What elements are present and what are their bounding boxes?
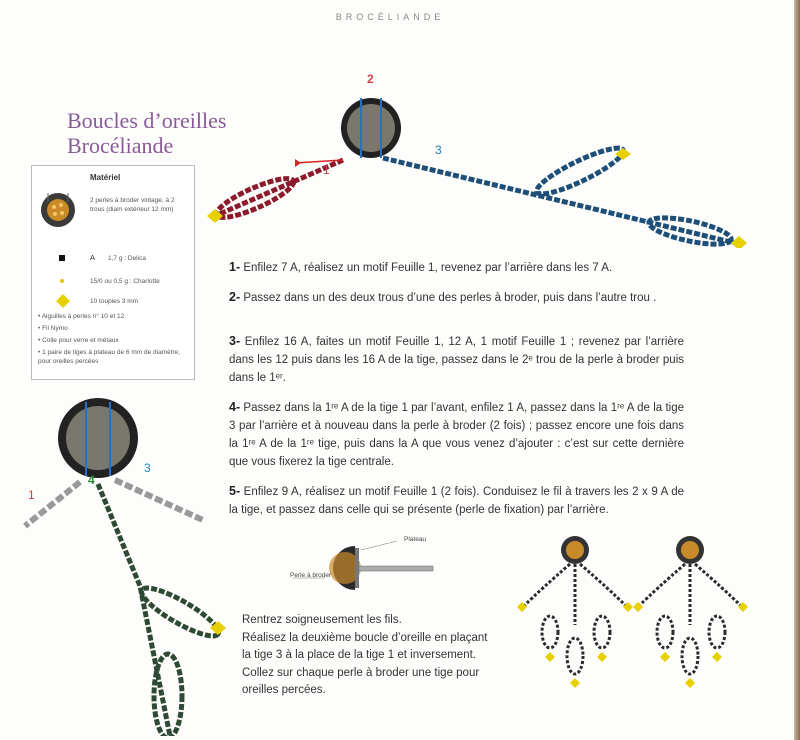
- diagram-label-1: 1: [323, 163, 330, 177]
- step-2: [229, 288, 684, 307]
- material-bullet-thread: • Fil Nymo: [38, 325, 68, 332]
- label-plateau: Plateau: [404, 536, 427, 543]
- material-letter-a: A: [90, 253, 96, 262]
- page-edge: [794, 0, 800, 740]
- material-box: [31, 165, 195, 380]
- step-3-number: 3-: [229, 334, 241, 348]
- running-header: BROCÉLIANDE: [335, 12, 445, 22]
- delica-bead-icon: [59, 255, 65, 261]
- step-5-number: 5-: [229, 484, 241, 498]
- diagram-label-2: 2: [367, 72, 374, 86]
- toupie-bead-icon: [56, 294, 70, 308]
- material-bullet-studs: • 1 paire de tiges à plateau de 6 mm de diamètre, pour oreilles percées: [38, 349, 181, 365]
- step-3-text: Enfilez 16 A, faites un motif Feuille 1, 12 A, 1 motif Feuille 1 ; revenez par l’arrière dans les 12 puis dans les 16 A de la tige, passez dans le 2ᵉ trou de la perle à broder puis dans le 1ᵉʳ.: [229, 336, 684, 384]
- step-1-number: 1-: [229, 260, 241, 274]
- step-5-text: Enfilez 9 A, réalisez un motif Feuille 1 (2 fois). Conduisez le fil à travers les 2 x 9 A de la tige, et passez dans celle qui se présente (perle de fixation) par l’arrière.: [229, 486, 684, 516]
- title-line-1: Boucles d’oreilles: [67, 108, 227, 133]
- charlotte-bead-icon: [60, 279, 64, 283]
- material-item-toupies: 10 toupies 3 mm: [90, 298, 139, 305]
- step-5: [229, 482, 684, 519]
- step-1-text: Enfilez 7 A, réalisez un motif Feuille 1, revenez par l’arrière dans les 7 A.: [243, 262, 613, 274]
- step-3: [229, 332, 684, 387]
- material-heading: Matériel: [90, 173, 121, 182]
- material-bullet-needles: • Aiguilles à perles n° 10 et 12: [38, 313, 125, 320]
- stud-diagram: [285, 538, 445, 598]
- embroidery-bead-icon: [38, 190, 78, 230]
- diagram-label-3: 3: [435, 143, 442, 157]
- material-item-charlotte: 15/0 ou 0,5 g : Charlotte: [90, 278, 160, 285]
- final-line-1: Rentrez soigneusement les fils.: [242, 614, 402, 626]
- left-label-1: 1: [28, 488, 35, 502]
- step-4: [229, 398, 684, 471]
- material-bullet-glue: • Colle pour verre et métaux: [38, 337, 119, 344]
- left-label-4: 4: [88, 473, 95, 487]
- step-4-number: 4-: [229, 400, 241, 414]
- top-diagram: [195, 68, 755, 248]
- finished-earrings: [510, 530, 750, 700]
- label-perle: Perle à broder: [290, 572, 332, 579]
- final-instructions: [242, 612, 492, 700]
- step-4-text: Passez dans la 1ʳᵉ A de la tige 1 par l’avant, enfilez 1 A, passez dans la 1ʳᵉ A de la tige 3 par l’arrière et à nouveau dans la perle à broder (2 fois) ; passez encore une fois dans la 1ʳᵉ A de la 1ʳᵉ tige, puis dans la A que vous venez d’ajouter : c’est sur cette dernière que vous fixerez la tige centrale.: [229, 402, 684, 468]
- left-label-3: 3: [144, 461, 151, 475]
- step-1: [229, 258, 684, 277]
- left-diagram: [20, 396, 230, 736]
- step-2-text: Passez dans un des deux trous d’une des perles à broder, puis dans l’autre trou .: [243, 292, 657, 304]
- final-line-3: Collez sur chaque perle à broder une tige pour oreilles percées.: [242, 666, 480, 696]
- title-line-2: Brocéliande: [67, 133, 174, 158]
- step-2-number: 2-: [229, 290, 241, 304]
- material-item-delica: 1,7 g : Delica: [108, 255, 146, 262]
- final-line-2: Réalisez la deuxième boucle d’oreille en plaçant la tige 3 à la place de la tige 1 et inversement.: [242, 631, 488, 661]
- material-item-bead: 2 perles à broder vintage, à 2 trous (diam extérieur 12 mm): [90, 197, 175, 213]
